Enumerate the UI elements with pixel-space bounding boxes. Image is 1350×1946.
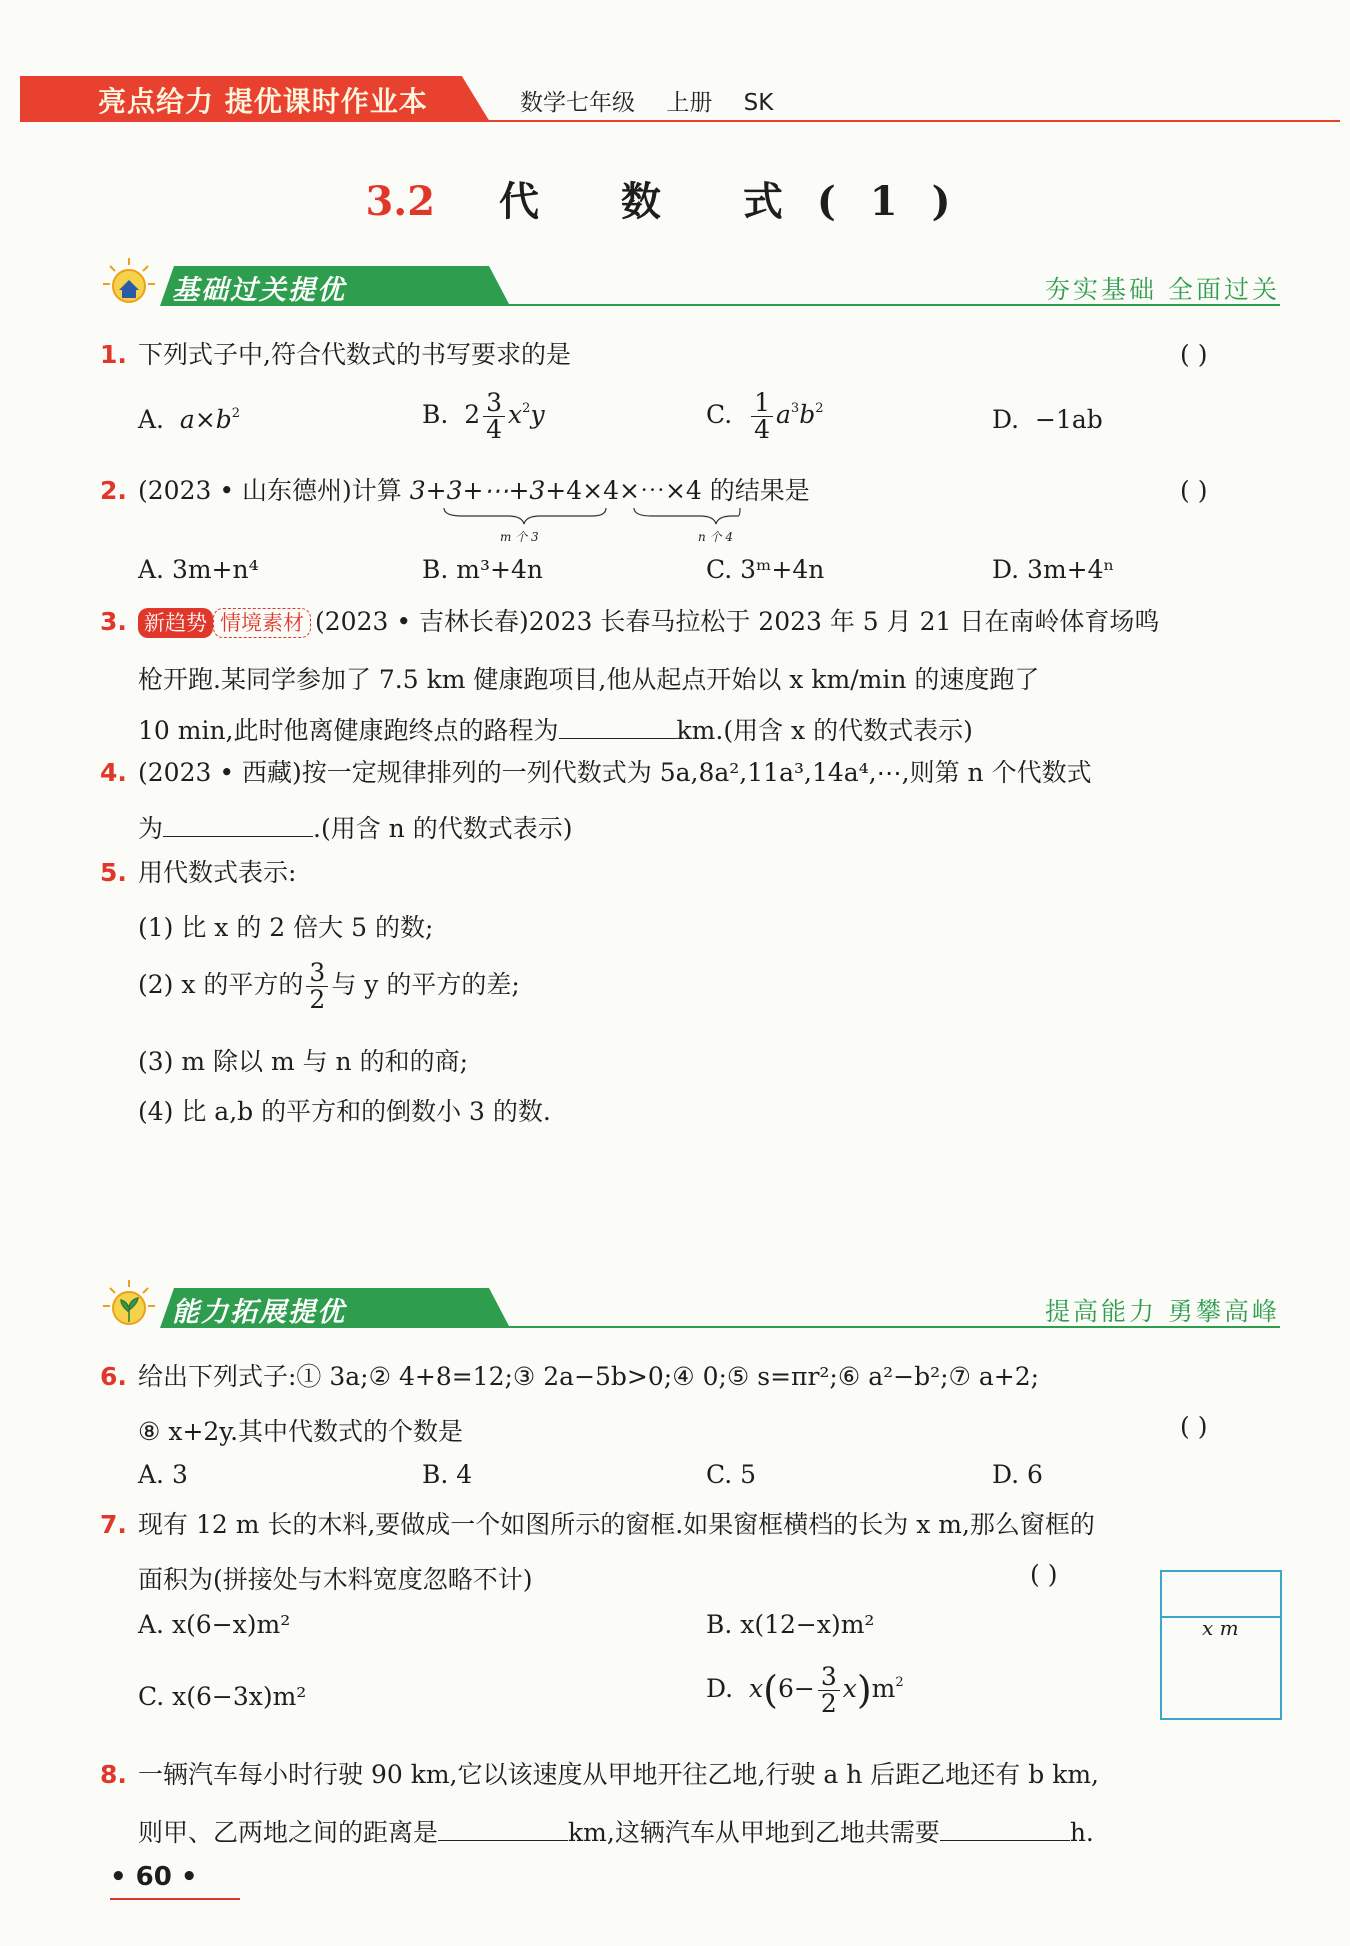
option-a: A. $a\times b^2$ <box>138 405 241 434</box>
question-number: 7. <box>100 1510 127 1539</box>
question-number: 4. <box>100 758 127 787</box>
line-text: (2023 • 吉林长春)2023 长春马拉松于 2023 年 5 月 21 日在南岭体育场鸣 <box>315 607 1160 636</box>
option-b: B. x(12−x)m² <box>706 1610 875 1639</box>
section-basic-banner <box>100 256 1280 310</box>
line-text: 则甲、乙两地之间的距离是 <box>138 1818 439 1847</box>
underbraces <box>442 506 742 528</box>
option-b: B. 2 $\frac{3}{4}$ $x^2y$ <box>422 388 545 444</box>
question-text: 用代数式表示: <box>138 858 297 887</box>
lesson-number: 3.2 <box>365 178 436 225</box>
section-label: 能力拓展提优 <box>172 1297 346 1328</box>
option-b: B. m³+4n <box>422 555 543 584</box>
brace-label-1: m 个 3 <box>500 530 539 544</box>
question-number: 3. <box>100 607 127 636</box>
answer-parentheses: ( ) <box>1180 1412 1208 1441</box>
answer-parentheses: ( ) <box>1180 340 1208 369</box>
crossbar-label: x m <box>1202 1616 1239 1640</box>
answer-blank-1[interactable] <box>438 1812 568 1841</box>
line-text: 10 min,此时他离健康跑终点的路程为 <box>138 716 559 745</box>
question-number: 5. <box>100 858 127 887</box>
header-rule <box>20 120 1340 122</box>
option-b: B. 4 <box>422 1460 473 1489</box>
option-c-label: C. <box>706 400 733 429</box>
section-slogan: 提高能力 勇攀高峰 <box>1045 1297 1280 1326</box>
line-text: .(用含 n 的代数式表示) <box>313 814 573 843</box>
lightbulb-house-icon <box>100 256 158 310</box>
question-6-line-2: ⑧ x+2y.其中代数式的个数是 <box>138 1417 464 1446</box>
question-number: 6. <box>100 1362 127 1391</box>
sum-expression: 3+3+⋯+3 <box>409 476 546 505</box>
question-4-line-2 <box>138 808 572 845</box>
question-source: (2023 • 山东德州)计算 <box>138 476 402 505</box>
question-text: (2023 • 山东德州)计算 3+3+⋯+3+4×4×⋯×4 的结果是 <box>138 476 810 505</box>
option-d-label: D. <box>992 405 1020 434</box>
question-text: 下列式子中,符合代数式的书写要求的是 <box>138 340 571 369</box>
question-tail: 的结果是 <box>709 476 810 505</box>
question-7-line-2: 面积为(拼接处与木料宽度忽略不计) <box>138 1565 533 1594</box>
question-text-line-1: 现有 12 m 长的木料,要做成一个如图所示的窗框.如果窗框横档的长为 x m,那么窗框的 <box>138 1510 1095 1539</box>
volume-label: 上册 <box>666 90 713 116</box>
part-text: 与 y 的平方的差; <box>331 970 520 999</box>
edition-label: SK <box>743 90 774 116</box>
question-number: 1. <box>100 340 127 369</box>
answer-parentheses: ( ) <box>1180 476 1208 505</box>
question-text-line-1: 一辆汽车每小时行驶 90 km,它以该速度从甲地开往乙地,行驶 a h 后距乙地还有 b km, <box>138 1760 1100 1789</box>
lightbulb-sprout-icon <box>100 1278 158 1332</box>
brace-label-2: n 个 4 <box>698 530 733 544</box>
question-3-line-2: 枪开跑.某同学参加了 7.5 km 健康跑项目,他从起点开始以 x km/min 的速度跑了 <box>138 665 1040 694</box>
question-8-line-2 <box>138 1812 1094 1849</box>
page-number-rule <box>110 1898 240 1900</box>
option-d: D. 6 <box>992 1460 1043 1489</box>
part-2: (2) x 的平方的 $\frac{3}{2}$ 与 y 的平方的差; <box>138 958 520 1014</box>
option-a: A. 3m+n⁴ <box>138 555 259 584</box>
option-c: C. $\frac{1}{4}$ $a^3b^2$ <box>706 388 824 444</box>
question-text-line-1: 给出下列式子:① 3a;② 4+8=12;③ 2a−5b>0;④ 0;⑤ s=πr²;⑥ a²−b²;⑦ a+2; <box>138 1362 1040 1391</box>
option-a: A. x(6−x)m² <box>138 1610 291 1639</box>
question-text-line-1 <box>138 597 1159 647</box>
option-a-label: A. <box>138 405 165 434</box>
subject-label: 数学七年级 <box>520 90 635 116</box>
question-3-line-3 <box>138 710 973 747</box>
question-text-line-1: (2023 • 西藏)按一定规律排列的一列代数式为 5a,8a²,11a³,14a⁴,⋯,则第 n 个代数式 <box>138 758 1092 787</box>
lesson-title <box>0 170 1350 227</box>
context-tag: 情境素材 <box>213 608 311 638</box>
header-info <box>520 84 797 117</box>
answer-parentheses: ( ) <box>1030 1560 1058 1589</box>
trend-tag: 新趋势 <box>138 608 213 638</box>
option-a: A. 3 <box>138 1460 188 1489</box>
option-d-label: D. <box>706 1674 734 1703</box>
window-frame-diagram <box>1160 1570 1282 1720</box>
option-c: C. 3ᵐ+4n <box>706 555 825 584</box>
line-text: 为 <box>138 814 164 843</box>
line-text: km.(用含 x 的代数式表示) <box>676 716 973 745</box>
answer-blank[interactable] <box>163 808 313 837</box>
option-c: C. x(6−3x)m² <box>138 1682 307 1711</box>
part-4: (4) 比 a,b 的平方和的倒数小 3 的数. <box>138 1097 551 1126</box>
section-extension-banner <box>100 1278 1280 1332</box>
part-1: (1) 比 x 的 2 倍大 5 的数; <box>138 913 434 942</box>
question-number: 8. <box>100 1760 127 1789</box>
option-d-text: −1ab <box>1035 405 1103 434</box>
answer-blank-2[interactable] <box>940 1812 1070 1841</box>
series-title: 亮点给力 提优课时作业本 <box>98 85 428 118</box>
product-expression: 4×4×⋯×4 <box>566 476 702 505</box>
section-slogan: 夯实基础 全面过关 <box>1045 275 1280 304</box>
section-label: 基础过关提优 <box>172 275 346 306</box>
question-number: 2. <box>100 476 127 505</box>
lesson-name: 代 数 式(1) <box>498 178 985 225</box>
option-d <box>992 405 1103 434</box>
page-number: • 60 • <box>110 1862 198 1892</box>
part-3: (3) m 除以 m 与 n 的和的商; <box>138 1047 469 1076</box>
part-text: (2) x 的平方的 <box>138 970 304 999</box>
option-b-label: B. <box>422 400 449 429</box>
option-d: D. 3m+4ⁿ <box>992 555 1115 584</box>
line-text: km,这辆汽车从甲地到乙地共需要 <box>568 1818 940 1847</box>
line-text: h. <box>1069 1818 1094 1847</box>
option-c: C. 5 <box>706 1460 757 1489</box>
option-d: D. x(6− $\frac{3}{2}$ $x)m^2$ <box>706 1662 904 1718</box>
answer-blank[interactable] <box>559 710 677 739</box>
